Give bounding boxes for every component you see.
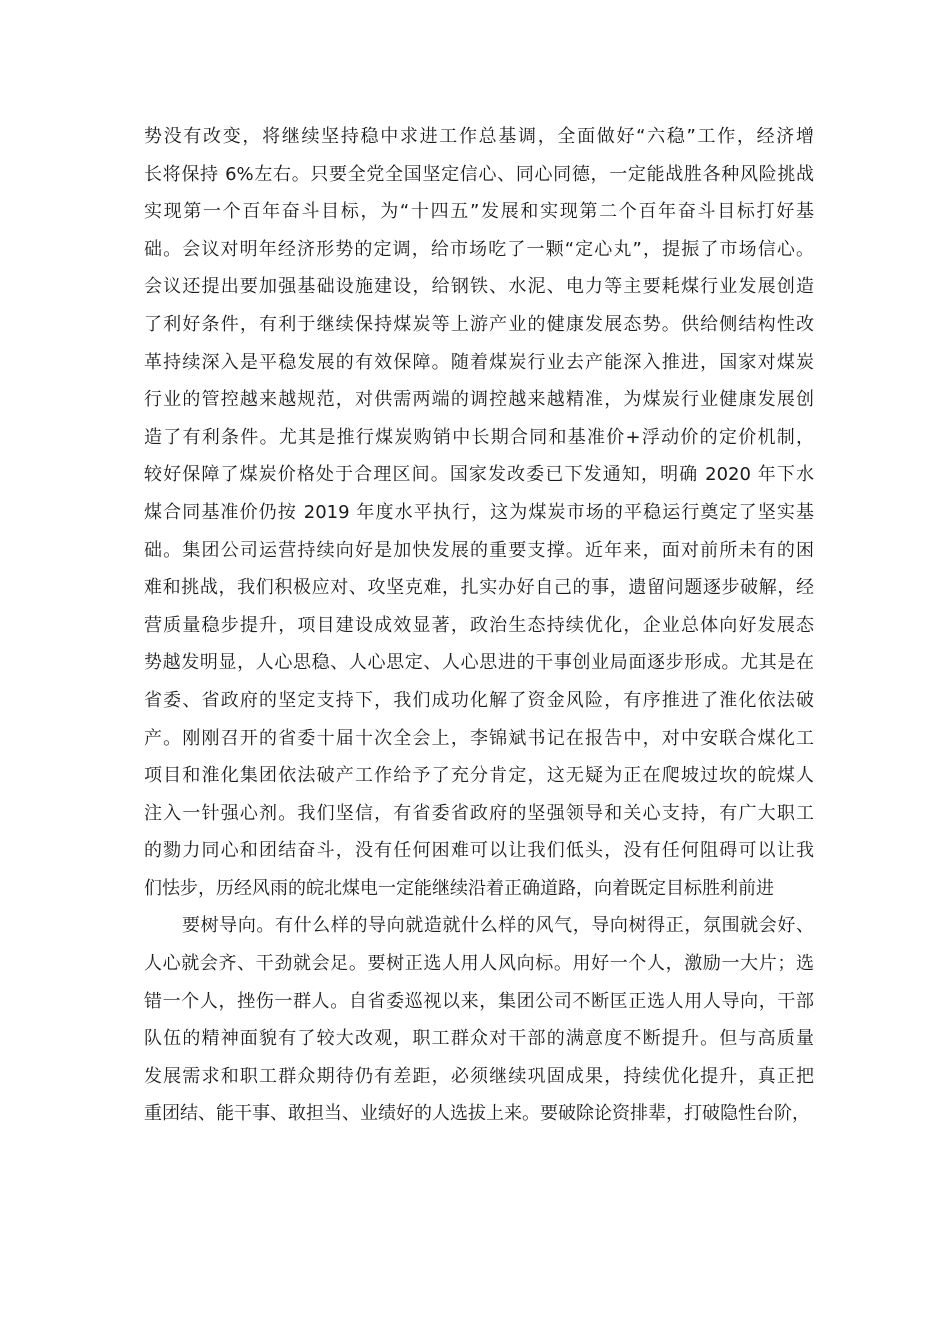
text-line: 们怯步，历经风雨的皖北煤电一定能继续沿着正确道路，向着既定目标胜利前进	[144, 877, 774, 899]
text-line: 的勠力同心和团结奋斗，没有任何困难可以让我们低头，没有任何阻碍可以让我	[144, 840, 814, 862]
text-line: 错一个人，挫伤一群人。自省委巡视以来，集团公司不断匡正选人用人导向，干部	[144, 990, 814, 1012]
text-line: 产。刚刚召开的省委十届十次全会上，李锦斌书记在报告中，对中安联合煤化工	[144, 727, 814, 749]
text-line: 队伍的精神面貌有了较大改观，职工群众对干部的满意度不断提升。但与高质量	[144, 1028, 814, 1050]
text-line: 煤合同基准价仍按 2019 年度水平执行，这为煤炭市场的平稳运行奠定了坚实基	[144, 501, 814, 523]
text-line: 革持续深入是平稳发展的有效保障。随着煤炭行业去产能深入推进，国家对煤炭	[144, 351, 814, 373]
text-line: 较好保障了煤炭价格处于合理区间。国家发改委已下发通知，明确 2020 年下水	[144, 464, 814, 486]
text-line: 项目和淮化集团依法破产工作给予了充分肯定，这无疑为正在爬坡过坎的皖煤人	[144, 765, 814, 787]
text-line: 了利好条件，有利于继续保持煤炭等上游产业的健康发展态势。供给侧结构性改	[144, 313, 814, 335]
text-line: 省委、省政府的坚定支持下，我们成功化解了资金风险，有序推进了淮化依法破	[144, 689, 814, 711]
text-line: 难和挑战，我们积极应对、攻坚克难，扎实办好自己的事，遗留问题逐步破解，经	[144, 577, 814, 599]
text-line: 长将保持 6%左右。只要全党全国坚定信心、同心同德，一定能战胜各种风险挑战	[144, 163, 814, 185]
text-line: 实现第一个百年奋斗目标，为“十四五”发展和实现第二个百年奋斗目标打好基	[144, 201, 814, 223]
text-line: 势越发明显，人心思稳、人心思定、人心思进的干事创业局面逐步形成。尤其是在	[144, 652, 814, 674]
text-line: 注入一针强心剂。我们坚信，有省委省政府的坚强领导和关心支持，有广大职工	[144, 802, 814, 824]
text-line: 营质量稳步提升，项目建设成效显著，政治生态持续优化，企业总体向好发展态	[144, 614, 814, 636]
text-line: 础。会议对明年经济形势的定调，给市场吃了一颗“定心丸”，提振了市场信心。	[144, 238, 814, 260]
text-line: 础。集团公司运营持续向好是加快发展的重要支撑。近年来，面对前所未有的困	[144, 539, 814, 561]
text-line: 行业的管控越来越规范，对供需两端的调控越来越精准，为煤炭行业健康发展创	[144, 389, 814, 411]
paragraph-2	[144, 907, 814, 1133]
text-line: 重团结、能干事、敢担当、业绩好的人选拔上来。要破除论资排辈，打破隐性台阶，	[144, 1103, 810, 1125]
text-line: 发展需求和职工群众期待仍有差距，必须继续巩固成果，持续优化提升，真正把	[144, 1065, 814, 1087]
body-text	[144, 118, 814, 1133]
paragraph-1	[144, 118, 814, 907]
text-line: 要树导向。有什么样的导向就造就什么样的风气，导向树得正，氛围就会好、	[182, 915, 814, 937]
text-line: 造了有利条件。尤其是推行煤炭购销中长期合同和基准价+浮动价的定价机制，	[144, 426, 814, 448]
text-line: 人心就会齐、干劲就会足。要树正选人用人风向标。用好一个人，激励一大片；选	[144, 953, 814, 975]
text-line: 势没有改变，将继续坚持稳中求进工作总基调，全面做好“六稳”工作，经济增	[144, 126, 814, 147]
text-line: 会议还提出要加强基础设施建设，给钢铁、水泥、电力等主要耗煤行业发展创造	[144, 276, 814, 298]
